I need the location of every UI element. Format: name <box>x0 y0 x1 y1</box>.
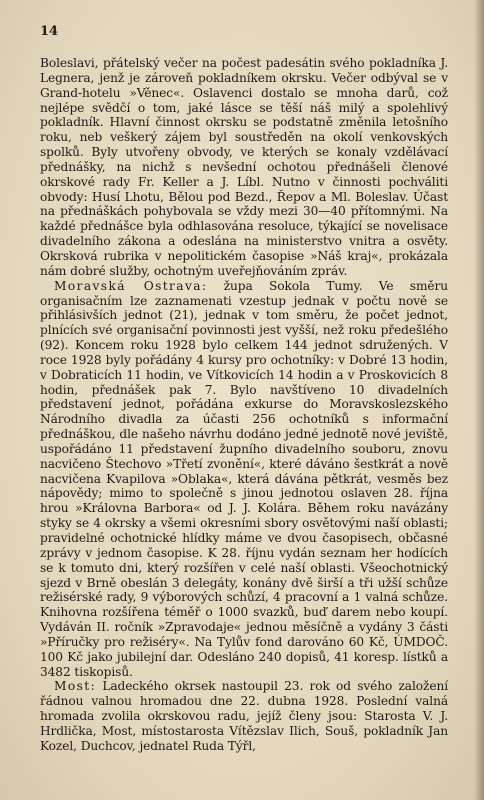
paragraph-text: Boleslavi, přátelský večer na počest padesátin svého pokladníka J. Legnera, jenž je zároveň pokladníkem okrsku. Večer odbýval se v Grand-hotelu »Věnec«. Oslavenci dostalo se mnoha darů, což nejlépe svědčí o tom, jaké lásce se těší náš milý a spolehlivý pokladník. Hlavní činnost okrsku se podstatně změnila letošního roku, neb veškerý zájem byl soustředěn na okolí venkovských spolků. Byly utvořeny obvody, ve kterých se konaly vzdělávací přednášky, na nichž s nevšední ochotou přednášeli členové okrskové rady Fr. Keller a J. Líbl. Nutno v činnosti pochváliti obvody: Husí Lhotu, Bělou pod Bezd., Řepov a Ml. Boleslav. Účast na přednáškách pohybovala se vždy mezi 30—40 přítomnými. Na každé přednášce byla odhlasována resoluce, týkající se novelisace divadelního zákona a odeslána na ministerstvo vnitra a osvěty. Okrsková rubrika v nepolitickém časopise »Náš kraj«, prokázala nám dobré služby, ochotným uveřejňováním zpráv. <box>40 56 448 278</box>
paragraph-lead: Moravská Ostrava: <box>54 278 208 293</box>
body-text <box>40 56 448 786</box>
paragraph-boleslav <box>40 56 448 279</box>
paragraph-lead: Most: <box>54 679 97 694</box>
paragraph-text: župa Sokola Tumy. Ve směru organisačním lze zaznamenati vzestup jednak v počtu nově se přihlásivších jednot (21), jednak v tom směru, že počet jednot, plnících své organisační povinnosti jest vyšší, než roku předešlého (92). Koncem roku 1928 bylo celkem 144 jednot sdružených. V roce 1928 byly pořádány 4 kursy pro ochotníky: v Dobré 13 hodin, v Dobraticích 11 hodin, ve Vítkovicích 14 hodin a v Proskovicích 8 hodin, přednášek pak 7. Bylo navštíveno 10 divadelních představení jednot, pořádána exkurse do Moravskoslezského Národního divadla za účasti 256 ochotníků s informační přednáškou, dle našeho návrhu dodáno jedné jednotě nové jeviště, uspořádáno 11 představení župního divadelního souboru, znovu nacvičeno Štechovo »Třetí zvonění«, které dáváno šestkrát a nově nacvičena Kvapilova »Oblaka«, která dávána pětkrát, vesměs bez nápovědy; mimo to společně s jinou jednotou oslaven 28. října hrou »Královna Barbora« od J. J. Kolára. Během roku navázány styky se 4 okrsky a všemi okresními sbory osvětovými naší oblasti; pravidelné ochotnické hlídky máme ve dvou časopisech, občasné zprávy v jednom časopise. K 28. říjnu vydán seznam her hodících se k tomuto dni, který rozšířen v celé naší oblasti. Všeochotnický sjezd v Brně obeslán 3 delegáty, konány dvě širší a tři užší schůze režisérské rady, 9 výborových schůzí, 4 pracovní a 1 valná schůze. Knihovna rozšířena téměř o 1000 svazků, buď darem nebo koupí. Vydáván II. ročník »Zpravodaje« jednou měsíčně a vydány 3 části »Příručky pro režiséry«. Na Tylův fond darováno 60 Kč, ÚMDOČ. 100 Kč jako jubilejní dar. Odesláno 240 dopisů, 41 koresp. lístků a 3482 tiskopisů. <box>40 278 448 679</box>
page-edge-shadow <box>474 0 484 800</box>
paragraph-text: Ladeckého okrsek nastoupil 23. rok od svého založení řádnou valnou hromadou dne 22. dubna 1928. Poslední valná hromada zvolila okrskovou radu, jejíž členy jsou: Starosta V. J. Hrdlička, Most, místostarosta Vítězslav Ilich, Souš, pokladník Jan Kozel, Duchcov, jednatel Ruda Týřl, <box>40 679 448 753</box>
page-number: 14 <box>40 24 59 39</box>
paragraph-moravska-ostrava <box>40 279 448 680</box>
paragraph-most <box>40 679 448 753</box>
